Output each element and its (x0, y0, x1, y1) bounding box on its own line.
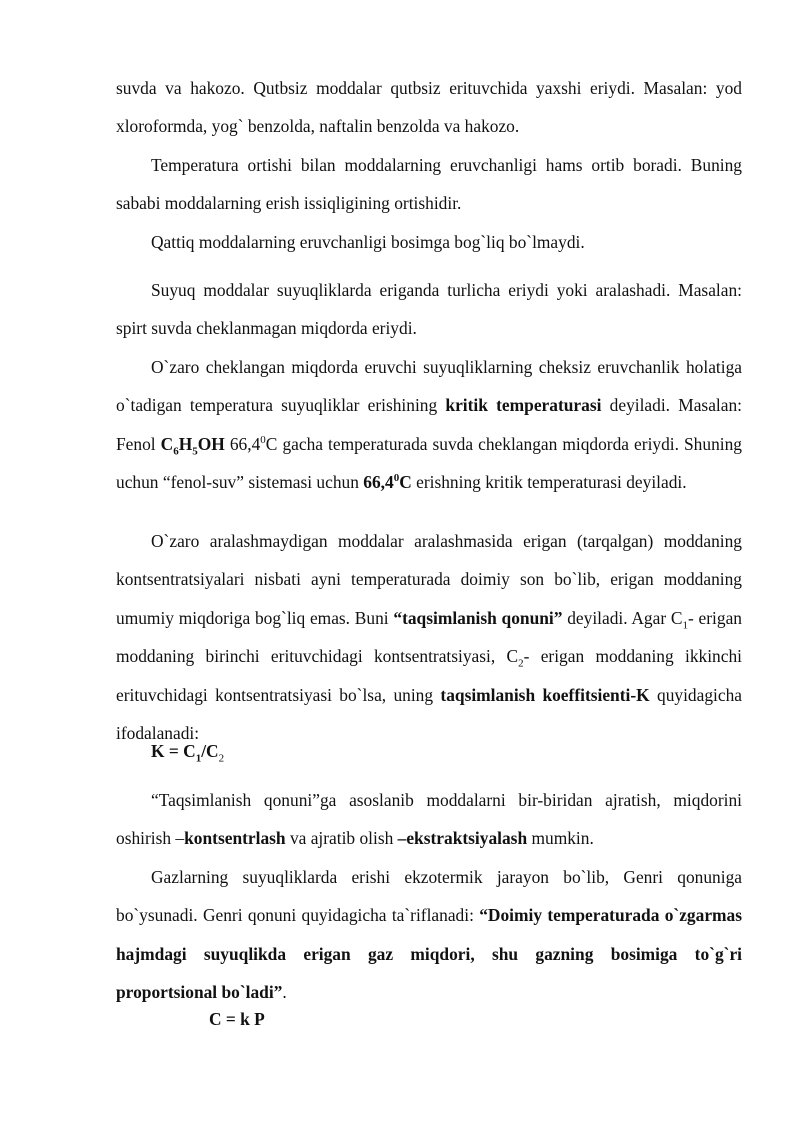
paragraph-6-text-f: quyidagicha ifodalanadi: (116, 684, 742, 744)
paragraph-2-text: Temperatura ortishi bilan moddalarning eruvchanligi hams ortib boradi. Buning sababi moddalarning erish issiqligining ortishidir. (116, 155, 742, 214)
paragraph-5-text-g: erishning kritik temperaturasi deyiladi. (411, 472, 687, 493)
paragraph-5-text-d: 66,4 (224, 433, 261, 454)
formula-c-sub: 6 (173, 445, 179, 458)
paragraph-4 (116, 271, 742, 348)
critical-value (363, 472, 412, 492)
paragraph-2 (116, 146, 742, 223)
paragraph-1 (116, 69, 742, 146)
henry-law-definition: “Doimiy temperaturada o`zgarmas hajmdagi suyuqlikda erigan gaz miqdori, shu gazning bosimiga to`g`ri proportsional bo`ladi” (116, 905, 742, 1003)
paragraph-3-text: Qattiq moddalarning eruvchanligi bosimga bog`liq bo`lmaydi. (151, 232, 585, 252)
term-concentration: kontsentrlash (184, 828, 286, 849)
paragraph-7-text-d: mumkin. (527, 828, 594, 849)
formula1-sub1: 1 (195, 752, 202, 765)
formula-c: C (160, 433, 174, 454)
paragraph-6-text-a: O`zaro aralashmaydigan moddalar aralashmasida erigan (tarqalgan) moddaning kontsentratsiyalari nisbati ayni temperaturada doimiy son bo`lib, erigan moddaning umumiy miqdoriga bog`liq emas. Buni (116, 531, 742, 628)
paragraph-8-text-c: . (282, 982, 287, 1003)
paragraph-6 (116, 522, 742, 752)
c1-sub: 1 (682, 619, 688, 632)
phenol-formula (160, 433, 225, 458)
formula1-sub2: 2 (218, 752, 225, 765)
formula-h: H (178, 433, 193, 454)
critical-value-unit: C (399, 472, 412, 493)
term-distribution-coefficient: taqsimlanish koeffitsienti-K (440, 684, 650, 705)
c2-sub: 2 (518, 657, 524, 670)
paragraph-5-text-a: O`zaro cheklangan miqdorda eruvchi suyuqliklarning cheksiz eruvchanlik holatiga o`tadigan temperatura suyuqliklar erishining (116, 357, 742, 416)
paragraph-1-text: suvda va hakozo. Qutbsiz moddalar qutbsiz erituvchida yaxshi eriydi. Masalan: yod xloroformda, yog` benzolda, naftalin benzolda va hakozo. (116, 78, 742, 137)
henry-formula-text: C = k P (209, 1009, 265, 1029)
paragraph-7-text-c: va ajratib olish (285, 828, 398, 849)
formula-oh: OH (197, 433, 225, 454)
formula1-part-b: /C (201, 741, 219, 761)
critical-value-sup: 0 (393, 472, 400, 485)
paragraph-5 (116, 348, 742, 502)
paragraph-3 (116, 223, 742, 261)
term-critical-temperature: kritik temperaturasi (445, 395, 602, 416)
paragraph-8-text-a: Gazlarning suyuqliklarda erishi ekzotermik jarayon bo`lib, Genri qonuniga bo`ysunadi. Genri qonuni quyidagicha ta`riflanadi: (116, 867, 742, 926)
paragraph-7-text-a: “Taqsimlanish qonuni”ga asoslanib moddalarni bir-biridan ajratish, miqdorini oshirish – (116, 790, 742, 849)
paragraph-5-text-c: deyiladi. Masalan: Fenol (116, 395, 742, 454)
paragraph-6-text-d: - erigan moddaning birinchi erituvchidagi kontsentratsiyasi, C (116, 607, 742, 667)
critical-value-number: 66,4 (363, 472, 394, 493)
paragraph-5-text-e: C gacha temperaturada suvda cheklangan miqdorda eriydi. Shuning uchun “fenol-suv” sistemasi uchun (116, 433, 742, 493)
henry-formula (209, 1009, 265, 1030)
formula1-part-a: K = C (151, 741, 196, 761)
term-extraction: –ekstraktsiyalash (397, 828, 528, 849)
degree-sup: 0 (260, 434, 266, 447)
paragraph-8 (116, 858, 742, 1012)
formula-h-sub: 5 (192, 445, 198, 458)
paragraph-4-text: Suyuq moddalar suyuqliklarda eriganda turlicha eriydi yoki aralashadi. Masalan: spirt suvda cheklanmagan miqdorda eriydi. (116, 280, 742, 339)
term-distribution-law: “taqsimlanish qonuni” (393, 607, 563, 628)
paragraph-6-text-c: deyiladi. Agar C (562, 607, 683, 628)
paragraph-7 (116, 781, 742, 858)
distribution-formula (151, 741, 225, 765)
paragraph-6-text-e: - erigan moddaning ikkinchi erituvchidagi kontsentratsiyasi bo`lsa, uning (116, 646, 742, 705)
